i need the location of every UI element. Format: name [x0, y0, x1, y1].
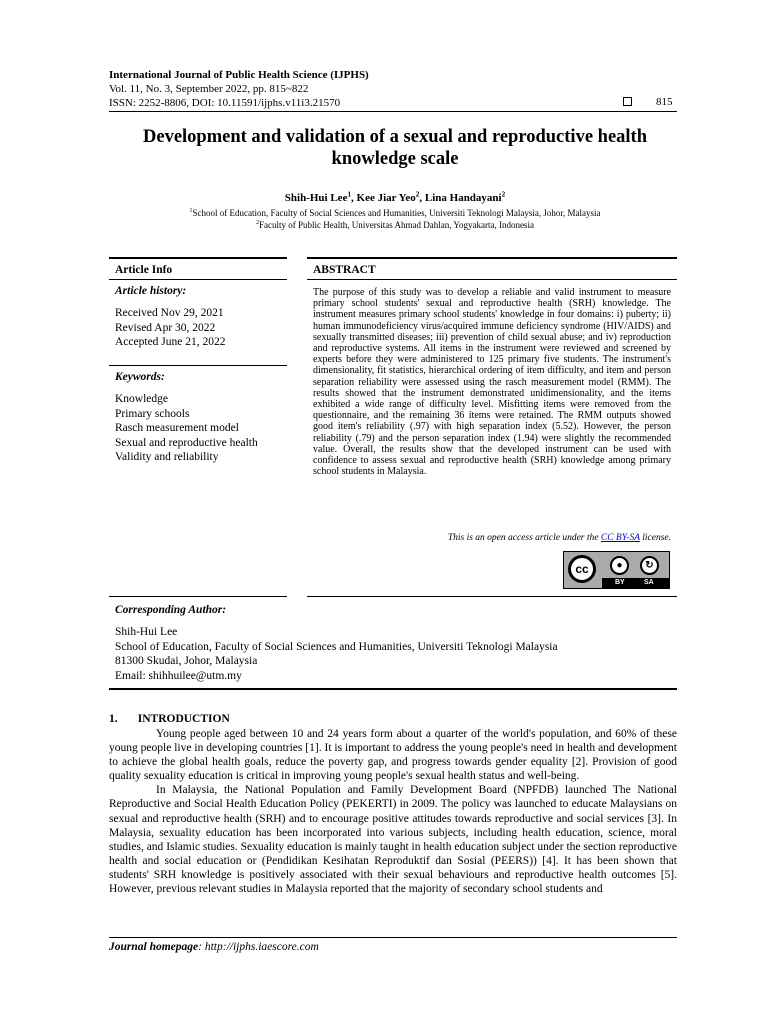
footer-rule: [109, 937, 677, 938]
keyword: Rasch measurement model: [115, 422, 239, 434]
keyword: Primary schools: [115, 407, 190, 420]
affiliation-1: $^1$School of Education, Faculty of Social Sciences and Humanities, Universiti Teknologi Malaysia, Johor, Malaysia: [189, 208, 601, 218]
keyword: Sexual and reproductive health: [115, 436, 258, 449]
sa-label: SA: [644, 579, 654, 586]
received-date: Received Nov 29, 2021: [115, 307, 224, 319]
corresponding-affiliation: School of Education, Faculty of Social Sciences and Humanities, Universiti Teknologi Malaysia: [115, 640, 558, 653]
corresponding-block: [115, 625, 558, 683]
journal-homepage: Journal homepage: http://ijphs.iaescore.com: [109, 941, 319, 953]
introduction-body: [109, 727, 677, 896]
revised-date: Revised Apr 30, 2022: [115, 321, 216, 334]
author-3: Lina Handayani: [424, 192, 502, 204]
author-2: Kee Jiar Yeo: [356, 192, 416, 204]
journal-name: International Journal of Public Health Science (IJPHS): [109, 69, 369, 81]
by-label: BY: [615, 579, 625, 586]
abstract-top-rule: [307, 257, 677, 259]
introduction-heading: 1. INTRODUCTION: [109, 713, 230, 725]
corresponding-heading: Corresponding Author:: [115, 604, 227, 616]
volume-info: Vol. 11, No. 3, September 2022, pp. 815~822: [109, 83, 309, 95]
abstract-bottom-rule: [307, 596, 677, 597]
cc-by-sa-badge[interactable]: [563, 551, 670, 589]
paragraph: In Malaysia, the National Population and Family Development Board (NPFDB) launched The National Reproductive and Social Health Education Policy (PEKERTI) in 2009. The policy was launched to educate Malaysians on sexual and reproductive health (SRH) and to encourage positive attitudes towards reproductive and social services [3]. In Malaysia, sexuality education has been incorporated into various subjects, including health education, science, moral studies, and Islamic studies. Sexuality education is mainly taught in health education subject under the section reproductive health and social education or (Pendidikan Kesihatan Reproduktif dan Sosial (PEERS)) [4]. It has been shown that students' SRH knowledge is positively associated with their sexual behaviours and reproductive health outcomes [5]. However, previous relevant studies in Malaysia reported that the majority of secondary school students and: [109, 784, 677, 896]
license-link[interactable]: CC BY-SA: [600, 533, 640, 543]
info-mid-rule: [109, 365, 287, 366]
author-1: Shih-Hui Lee: [284, 192, 348, 204]
article-info-heading: Article Info: [115, 264, 173, 276]
info-heading-rule: [109, 279, 287, 280]
homepage-link[interactable]: : http://ijphs.iaescore.com: [198, 941, 319, 953]
page-box-icon: [623, 97, 632, 106]
author-list: Shih-Hui Lee$^1$, Kee Jiar Yeo$^2$, Lina Handayani$^2$: [284, 190, 506, 204]
paragraph: Young people aged between 10 and 24 years form about a quarter of the world's population, and 60% of these young people live in developing countries [1]. It is important to address the young people's need in health and development to achieve the global health goals, reduce the poverty gap, and progress towards gender equality [2]. Provision of good quality sexuality education is critical in improving young people's sexual health status and well-being.: [109, 728, 677, 783]
accepted-date: Accepted June 21, 2022: [115, 336, 226, 348]
issn-doi: ISSN: 2252-8806, DOI: 10.11591/ijphs.v11i3.21570: [109, 97, 341, 109]
history-list: [115, 306, 226, 350]
info-top-rule: [109, 257, 287, 259]
cc-label-bar: [602, 578, 669, 588]
corresponding-name: Shih-Hui Lee: [115, 626, 178, 638]
keywords-heading: Keywords:: [115, 371, 165, 383]
attribution-icon: ●: [610, 556, 629, 575]
keyword-list: [115, 392, 258, 465]
abstract-heading-rule: [307, 279, 677, 280]
creative-commons-icon: cc: [568, 555, 596, 583]
page-number: 815: [656, 96, 673, 108]
abstract-heading: ABSTRACT: [313, 264, 376, 276]
share-alike-icon: ↻: [640, 556, 659, 575]
corresponding-email[interactable]: Email: shihhuilee@utm.my: [115, 669, 242, 682]
keyword: Knowledge: [115, 393, 169, 405]
corresponding-address: 81300 Skudai, Johor, Malaysia: [115, 655, 258, 667]
keyword: Validity and reliability: [115, 451, 219, 463]
header-rule: [109, 111, 677, 112]
license-note: This is an open access article under the CC BY-SA license.: [447, 533, 671, 543]
paper-title: Development and validation of a sexual and reproductive health knowledge scale: [143, 127, 647, 169]
front-matter-end-rule: [109, 688, 677, 690]
abstract-text: The purpose of this study was to develop a reliable and valid instrument to measure primary school students' sexual and reproductive health (SRH) knowledge. The instrument measures primary school students' knowledge in four domains: i) puberty; ii) human immunodeficiency virus/acquired immune deficiency syndrome (HIV/AIDS) and sexually transmitted diseases; iii) prevention of child sexual abuse; and iv) reproduction and reproductive systems. All items in the instrument were reviewed and screened by experts before they were administered to 125 primary five students. The instrument's dimensionality, fit statistics, hierarchical ordering of item difficulty, and item and person separation reliability were assessed using the rasch measurement model (RMM). The results showed that the instrument demonstrated unidimensionality, and the items exhibited a wide range of difficulty level. Misfitting items were removed from the questionnaire, and the remaining 36 items were retained. The RMM outputs showed good item's reliability (.97) with high separation index (5.52). However, the person reliability (.79) and the person separation index (1.94) were slightly the recommended value. Overall, the results show that the developed instrument can be used with confidence to assess sexual and reproductive health (SRH) knowledge among primary school students in Malaysia.: [313, 287, 671, 478]
article-history-heading: Article history:: [115, 285, 187, 297]
info-bottom-rule: [109, 596, 287, 597]
affiliation-2: $^2$Faculty of Public Health, Universitas Ahmad Dahlan, Yogyakarta, Indonesia: [256, 220, 534, 230]
